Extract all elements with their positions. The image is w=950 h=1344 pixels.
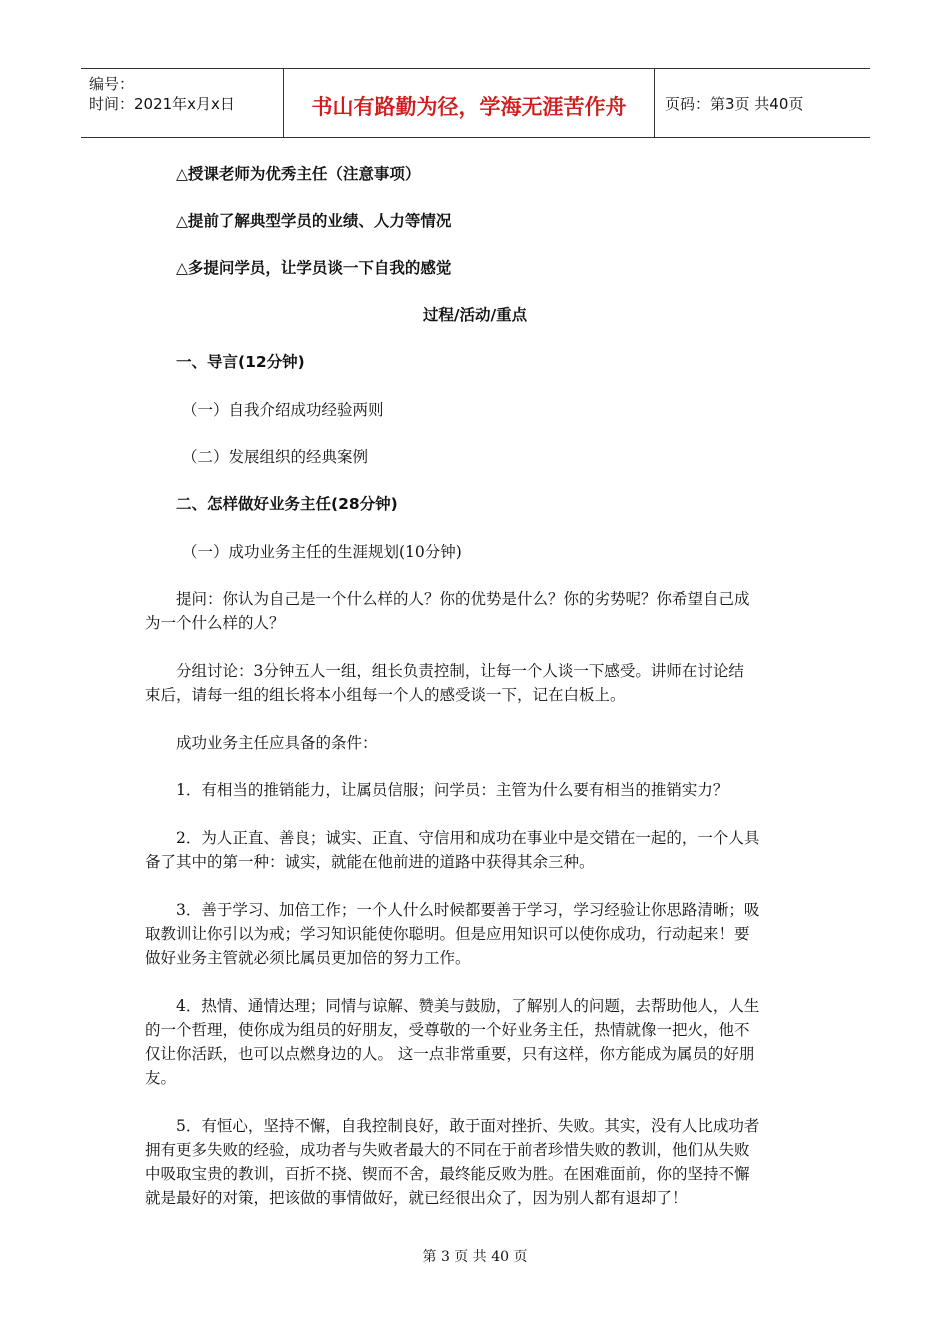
paragraph-line: 仅让你活跃，也可以点燃身边的人。 这一点非常重要，只有这样，你方能成为属员的好朋: [145, 1045, 755, 1063]
paragraph-line: 束后，请每一组的组长将本小组每一个人的感受谈一下，记在白板上。: [145, 686, 626, 704]
note-line: △授课老师为优秀主任（注意事项）: [176, 165, 421, 183]
note-line: △多提问学员，让学员谈一下自我的感觉: [176, 259, 452, 277]
section1-item: （二）发展组织的经典案例: [182, 448, 369, 466]
paragraph-line: 做好业务主管就必须比属员更加倍的努力工作。: [145, 949, 471, 967]
section1-item: （一）自我介绍成功经验两则: [182, 401, 384, 419]
paragraph-line: 3．善于学习、加倍工作；一个人什么时候都要善于学习，学习经验让你思路清晰；吸: [176, 901, 760, 919]
paragraph-line: 2．为人正直、善良；诚实、正直、守信用和成功在事业中是交错在一起的，一个人具: [176, 829, 760, 847]
paragraph-line: 中吸取宝贵的教训，百折不挠、锲而不舍，最终能反败为胜。在困难面前，你的坚持不懈: [145, 1165, 750, 1183]
date-label: 时间：2021年x月x日: [89, 95, 235, 113]
paragraph-line: 1．有相当的推销能力，让属员信服；问学员：主管为什么要有相当的推销实力？: [176, 781, 729, 799]
motto: 书山有路勤为径，学海无涯苦作舟: [311, 95, 627, 119]
paragraph-line: 分组讨论：3分钟五人一组，组长负责控制，让每一个人谈一下感受。讲师在讨论结: [176, 662, 744, 680]
note-line: △提前了解典型学员的业绩、人力等情况: [176, 212, 452, 230]
number-label: 编号：: [89, 75, 135, 93]
header-left-cell: [81, 69, 284, 137]
paragraph-line: 的一个哲理，使你成为组员的好朋友，受尊敬的一个好业务主任，热情就像一把火，他不: [145, 1021, 750, 1039]
paragraph-line: 提问：你认为自己是一个什么样的人？你的优势是什么？你的劣势呢？你希望自己成: [176, 590, 750, 608]
document-header: [81, 68, 870, 138]
section1-heading: 一、导言(12分钟): [176, 353, 305, 371]
paragraph-line: 备了其中的第一种：诚实，就能在他前进的道路中获得其余三种。: [145, 853, 595, 871]
page-footer: 第 3 页 共 40 页: [422, 1249, 528, 1265]
paragraph-line: 就是最好的对策，把该做的事情做好，就已经很出众了，因为别人都有退却了！: [145, 1189, 688, 1207]
section2-heading: 二、怎样做好业务主任(28分钟): [176, 495, 398, 513]
section-title: 过程/活动/重点: [422, 306, 528, 324]
paragraph-line: 成功业务主任应具备的条件：: [176, 734, 378, 752]
header-motto-cell: [284, 69, 655, 137]
paragraph-line: 4．热情、通情达理；同情与谅解、赞美与鼓励，了解别人的问题，去帮助他人，人生: [176, 997, 760, 1015]
section2-subheading: （一）成功业务主任的生涯规划(10分钟): [182, 543, 462, 561]
header-page-cell: [655, 69, 870, 137]
paragraph-line: 为一个什么样的人？: [145, 614, 285, 632]
paragraph-line: 取教训让你引以为戒；学习知识能使你聪明。但是应用知识可以使你成功，行动起来！要: [145, 925, 750, 943]
paragraph-line: 拥有更多失败的经验，成功者与失败者最大的不同在于前者珍惜失败的教训，他们从失败: [145, 1141, 750, 1159]
page-info: 页码：第3页 共40页: [665, 95, 804, 113]
paragraph-line: 5．有恒心，坚持不懈，自我控制良好，敢于面对挫折、失败。其实，没有人比成功者: [176, 1117, 760, 1135]
paragraph-line: 友。: [145, 1069, 177, 1087]
